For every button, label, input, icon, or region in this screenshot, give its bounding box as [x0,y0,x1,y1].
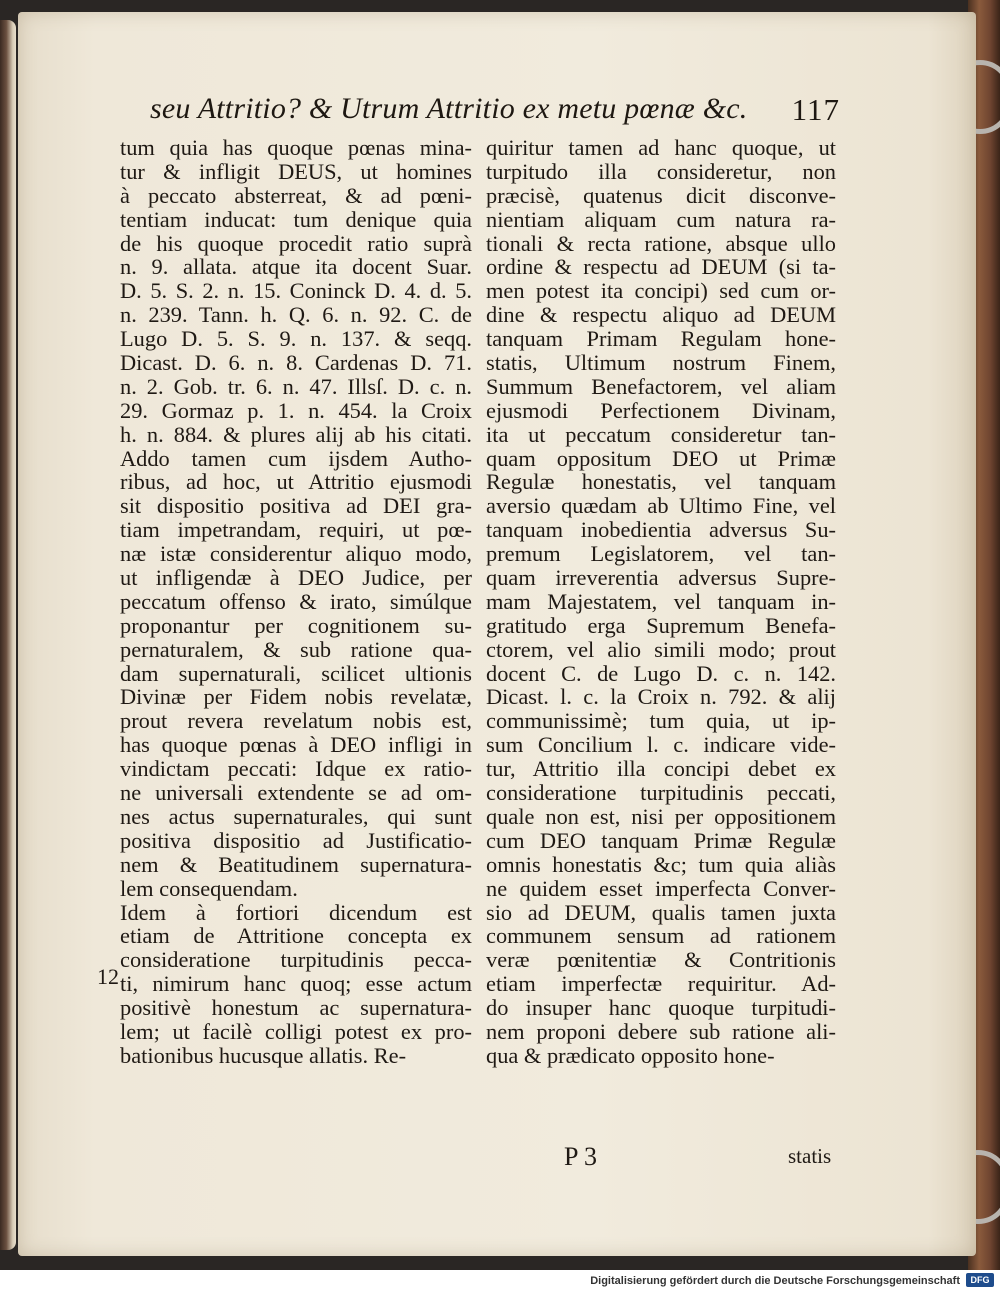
left-column-line: has quoque pœnas à DEO infligi in [120,732,472,758]
right-column-line: dine & respectu aliquo ad DEUM [486,302,836,328]
running-title: seu Attritio? & Utrum Attritio ex metu pœnæ &c. [150,92,748,125]
right-column-line: ita ut peccatum consideretur tan- [486,421,836,447]
right-column-line: nientiam aliquam cum natura ra- [486,206,836,232]
right-column-line: quam irreverentia adversus Supre- [486,565,836,591]
right-column-line: Summum Benefactorem, vel aliam [486,373,836,399]
right-column-line: mam Majestatem, vel tanquam in- [486,588,836,614]
right-column-line: quale non est, nisi per oppositionem [486,803,836,829]
right-column-line: do insuper hanc quoque turpitudi- [486,995,836,1021]
right-column-line: Regulæ honestatis, vel tanquam [486,469,836,495]
right-column-line: communem sensum ad rationem [486,923,836,949]
right-column-line: quam oppositum DEO ut Primæ [486,445,836,471]
left-column-line: n. 2. Gob. tr. 6. n. 47. Illsſ. D. c. n. [120,373,472,399]
right-column-line: tanquam Primam Regulam hone- [486,326,836,352]
left-column-line: næ istæ considerentur aliquo modo, [120,541,472,567]
left-column-line: positiva dispositio ad Justificatio- [120,827,472,853]
left-column-line: ut infligendæ à DEO Judice, per [120,565,472,591]
left-column-line: ribus, ad hoc, ut Attritio ejusmodi [120,469,472,495]
right-text-column [486,136,836,1068]
left-column-line: tiam impetrandam, requiri, ut pœ- [120,517,472,543]
left-column-line: consideratione turpitudinis pecca- [120,947,472,973]
right-column-line: ne quidem esset imperfecta Conver- [486,875,836,901]
left-column-line: n. 239. Tann. h. Q. 6. n. 92. C. de [120,302,472,328]
left-column-line: lem consequendam. [120,875,298,901]
page-number: 117 [791,92,840,127]
right-column-line: tionali & recta ratione, absque ullo [486,230,836,256]
right-column-line: tur, Attritio illa concipi debet ex [486,756,836,782]
right-column-line: præcisè, quatenus dicit disconve- [486,182,836,208]
right-column-line: quiritur tamen ad hanc quoque, ut [486,135,836,160]
left-column-line: ne universali extendente se ad om- [120,780,472,806]
left-column-line: tum quia has quoque pœnas mina- [120,135,472,160]
right-column-line: nem proponi debere sub ratione ali- [486,1018,836,1044]
left-column-line: Addo tamen cum ijsdem Autho- [120,445,472,471]
left-column-line: de his quoque procedit ratio suprà [120,230,472,256]
left-column-line: pernaturalem, & sub ratione qua- [120,636,472,662]
left-column-line: à peccato absterreat, & ad pœni- [120,182,472,208]
left-column-line: lem; ut facilè colligi potest ex pro- [120,1018,472,1044]
right-column-line: ordine & respectu ad DEUM (si ta- [486,254,836,280]
right-column-line: docent C. de Lugo D. c. n. 142. [486,660,836,686]
right-column-line: gratitudo erga Supremum Benefa- [486,612,836,638]
left-column-line: prout revera revelatum nobis est, [120,708,472,734]
left-column-line: h. n. 884. & plures alij ab his citati. [120,421,472,447]
footer-credit: Digitalisierung gefördert durch die Deutsche Forschungsgemeinschaft [590,1275,960,1287]
catchword: statis [788,1144,832,1168]
left-column-line: Lugo D. 5. S. 9. n. 137. & seqq. [120,326,472,352]
left-column-line: proponantur per cognitionem su- [120,612,472,638]
right-column-line: sum Concilium l. c. indicare vide- [486,732,836,758]
right-column-line: omnis honestatis &c; tum quia aliàs [486,851,836,877]
paragraph-number: 12 [97,964,119,989]
left-column-line: dam supernaturali, scilicet ultionis [120,660,472,686]
right-column-line: premum Legislatorem, vel tan- [486,541,836,567]
left-text-column [120,136,472,1068]
left-column-line: vindictam peccati: Idque ex ratio- [120,756,472,782]
right-column-line: statis, Ultimum nostrum Finem, [486,350,836,376]
right-column-line: qua & prædicato opposito hone- [486,1042,775,1068]
right-column-line: ctorem, vel alio simili modo; prout [486,636,836,662]
left-column-line: Idem à fortiori dicendum est [120,899,472,925]
right-column-line: aversio quædam ab Ultimo Fine, vel [486,493,836,519]
left-column-line: n. 9. allata. atque ita docent Suar. [120,254,472,280]
right-column-line: consideratione turpitudinis peccati, [486,780,836,806]
running-head [150,86,840,136]
left-column-line: Dicast. D. 6. n. 8. Cardenas D. 71. [120,350,472,376]
left-column-line: ti, nimirum hanc quoq; esse actum [120,971,472,997]
right-column-line: men potest ita concipi) sed cum or- [486,278,836,304]
left-column-line: sit dispositio positiva ad DEI gra- [120,493,472,519]
dfg-logo: DFG [966,1273,994,1287]
right-column-line: cum DEO tanquam Primæ Regulæ [486,827,836,853]
right-column-line: Dicast. l. c. la Croix n. 792. & alij [486,684,836,710]
left-column-line: tentiam inducat: tum denique quia [120,206,472,232]
left-column-line: nem & Beatitudinem supernatura- [120,851,472,877]
right-column-line: communissimè; tum quia, ut ip- [486,708,836,734]
signature-mark: P 3 [564,1142,597,1171]
left-column-line: D. 5. S. 2. n. 15. Coninck D. 4. d. 5. [120,278,472,304]
right-column-line: tanquam inobedientia adversus Su- [486,517,836,543]
left-column-line: bationibus hucusque allatis. Re- [120,1042,407,1068]
right-column-line: turpitudo illa consideretur, non [486,158,836,184]
previous-page-edge [0,20,16,1250]
left-column-line: Divinæ per Fidem nobis revelatæ, [120,684,472,710]
left-column-line: 29. Gormaz p. 1. n. 454. la Croix [120,397,472,423]
right-column-line: ejusmodi Perfectionem Divinam, [486,397,836,423]
right-column-line: sio ad DEUM, qualis tamen juxta [486,899,836,925]
left-column-line: tur & infligit DEUS, ut homines [120,158,472,184]
left-column-line: nes actus supernaturales, qui sunt [120,803,472,829]
right-column-line: etiam imperfectæ requiritur. Ad- [486,971,836,997]
left-column-line: peccatum offenso & irato, simúlque [120,588,472,614]
left-column-line: positivè honestum ac supernatura- [120,995,472,1021]
right-column-line: veræ pœnitentiæ & Contritionis [486,947,836,973]
left-column-line: etiam de Attritione concepta ex [120,923,472,949]
